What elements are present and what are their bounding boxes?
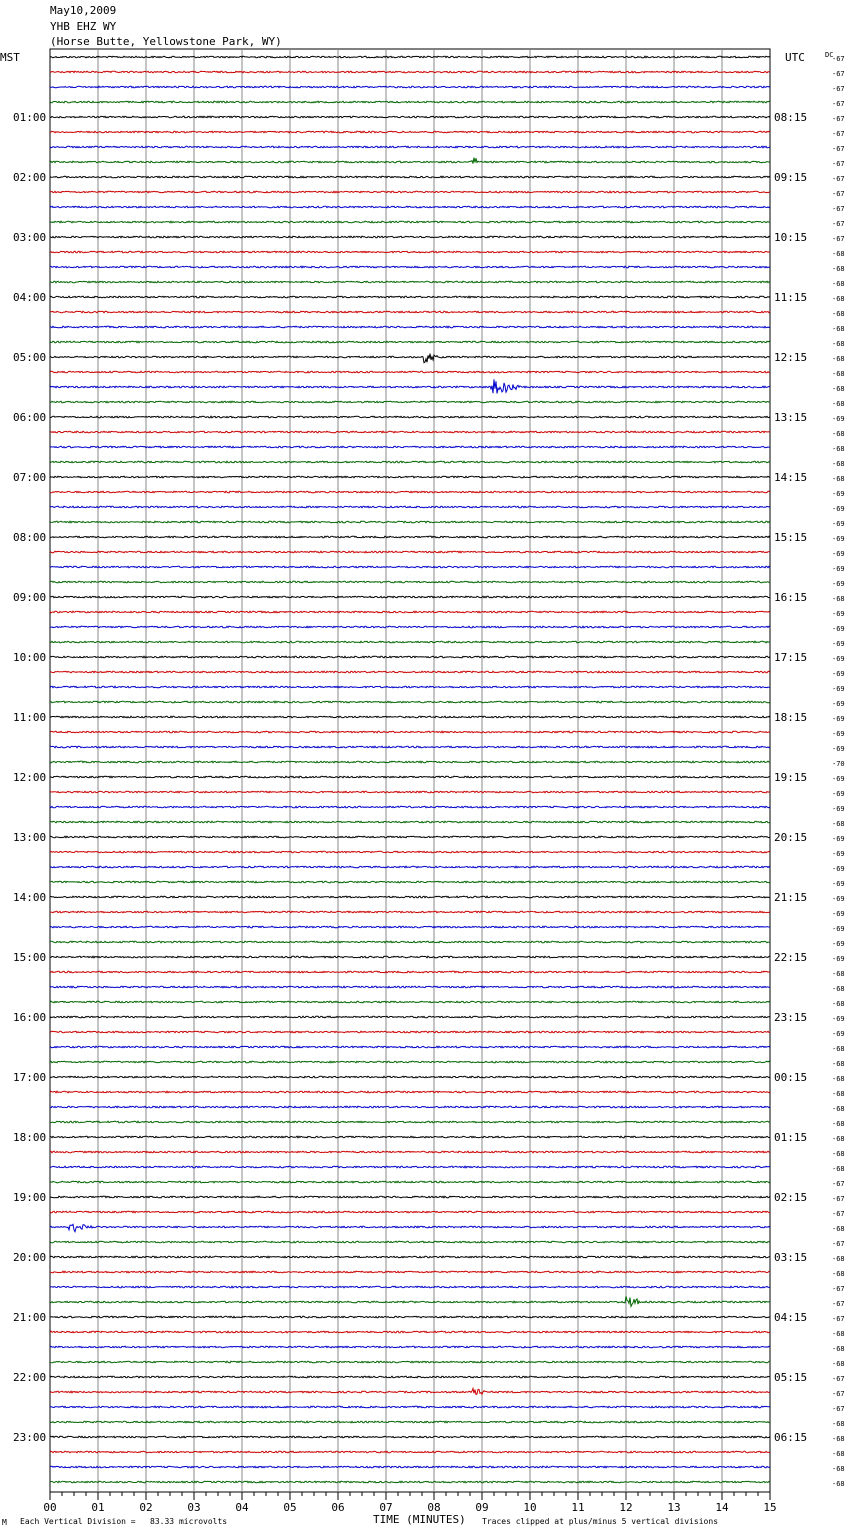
trace-line — [50, 1121, 770, 1123]
dc-offset-label: -69 — [832, 940, 845, 948]
dc-offset-label: -67 — [832, 100, 845, 108]
trace-line — [50, 86, 770, 88]
dc-offset-label: -67 — [832, 1180, 845, 1188]
utc-hour-label: 05:15 — [774, 1371, 808, 1384]
dc-offset-label: -69 — [832, 790, 845, 798]
x-tick-label: 15 — [763, 1501, 777, 1514]
utc-hour-label: 08:15 — [774, 111, 808, 124]
dc-offset-label: -67 — [832, 175, 845, 183]
trace-line — [50, 926, 770, 928]
trace-line — [50, 71, 770, 73]
trace-line — [50, 671, 770, 673]
trace-line — [50, 1151, 770, 1153]
mst-hour-label: 20:00 — [13, 1251, 47, 1264]
trace-line — [50, 1388, 770, 1394]
dc-offset-label: -67 — [832, 1375, 845, 1383]
dc-offset-label: -68 — [832, 1330, 845, 1338]
dc-offset-label: -69 — [832, 955, 845, 963]
mst-hour-label: 22:00 — [13, 1371, 47, 1384]
plot-date: May10,2009 — [50, 4, 117, 17]
dc-offset-label: -68 — [832, 820, 845, 828]
trace-line — [50, 56, 770, 58]
dc-offset-label: -68 — [832, 370, 845, 378]
x-tick-label: 05 — [283, 1501, 297, 1514]
utc-hour-label: 01:15 — [774, 1131, 808, 1144]
vertical-division-note: Each Vertical Division = 83.33 microvolts — [20, 1517, 228, 1526]
dc-offset-label: -68 — [832, 1270, 845, 1278]
dc-offset-label: -67 — [832, 70, 845, 78]
dc-offset-label: -68 — [832, 310, 845, 318]
x-tick-label: 07 — [379, 1501, 393, 1514]
trace-line — [50, 716, 770, 718]
utc-hour-label: 20:15 — [774, 831, 808, 844]
trace-line — [50, 776, 770, 778]
utc-hour-label: 13:15 — [774, 411, 808, 424]
dc-offset-label: -68 — [832, 445, 845, 453]
dc-label: DC — [825, 51, 834, 59]
mst-hour-label: 01:00 — [13, 111, 47, 124]
dc-offset-label: -68 — [832, 1480, 845, 1488]
trace-line — [50, 116, 770, 118]
utc-hour-label: 19:15 — [774, 771, 808, 784]
dc-offset-label: -67 — [832, 115, 845, 123]
dc-offset-label: -68 — [832, 1450, 845, 1458]
trace-line — [50, 1181, 770, 1183]
trace-line — [50, 158, 770, 164]
dc-offset-label: -69 — [832, 535, 845, 543]
dc-offset-label: -67 — [832, 160, 845, 168]
trace-line — [50, 251, 770, 253]
trace-line — [50, 146, 770, 148]
dc-offset-label: -67 — [832, 1300, 845, 1308]
mst-hour-label: 14:00 — [13, 891, 47, 904]
trace-line — [50, 1106, 770, 1108]
dc-offset-label: -69 — [832, 805, 845, 813]
trace-line — [50, 221, 770, 223]
seismogram-traces — [50, 56, 770, 1483]
dc-offset-label: -69 — [832, 865, 845, 873]
trace-line — [50, 1224, 770, 1231]
dc-offset-label: -68 — [832, 1120, 845, 1128]
trace-line — [50, 1316, 770, 1318]
dc-offset-label: -69 — [832, 700, 845, 708]
trace-line — [50, 1451, 770, 1453]
dc-offset-label: -68 — [832, 1105, 845, 1113]
dc-offset-label: -67 — [832, 1195, 845, 1203]
mst-hour-label: 17:00 — [13, 1071, 47, 1084]
mst-hour-label: 21:00 — [13, 1311, 47, 1324]
clip-note: Traces clipped at plus/minus 5 vertical divisions — [482, 1517, 719, 1526]
dc-offset-label: -68 — [832, 1090, 845, 1098]
trace-line — [50, 761, 770, 763]
dc-offset-labels — [832, 55, 845, 1488]
dc-offset-label: -69 — [832, 685, 845, 693]
trace-line — [50, 1346, 770, 1348]
dc-offset-label: -68 — [832, 280, 845, 288]
dc-offset-label: -68 — [832, 430, 845, 438]
x-tick-label: 00 — [43, 1501, 57, 1514]
corner-mark: M — [2, 1518, 7, 1527]
utc-hour-label: 04:15 — [774, 1311, 808, 1324]
dc-offset-label: -67 — [832, 85, 845, 93]
dc-offset-label: -68 — [832, 1360, 845, 1368]
utc-hour-labels — [774, 111, 807, 1444]
trace-line — [50, 821, 770, 823]
dc-offset-label: -69 — [832, 610, 845, 618]
dc-offset-label: -68 — [832, 1435, 845, 1443]
dc-offset-label: -69 — [832, 670, 845, 678]
trace-line — [50, 431, 770, 433]
dc-offset-label: -68 — [832, 1000, 845, 1008]
trace-line — [50, 836, 770, 838]
dc-offset-label: -67 — [832, 130, 845, 138]
trace-line — [50, 1196, 770, 1198]
x-tick-label: 14 — [715, 1501, 729, 1514]
x-tick-label: 02 — [139, 1501, 153, 1514]
dc-offset-label: -68 — [832, 970, 845, 978]
dc-offset-label: -67 — [832, 1285, 845, 1293]
dc-offset-label: -67 — [832, 1390, 845, 1398]
trace-line — [50, 266, 770, 268]
trace-line — [50, 311, 770, 313]
mst-axis-label: MST — [0, 51, 20, 64]
trace-line — [50, 551, 770, 553]
trace-line — [50, 536, 770, 538]
trace-line — [50, 379, 770, 393]
dc-offset-label: -67 — [832, 1210, 845, 1218]
dc-offset-label: -69 — [832, 505, 845, 513]
utc-hour-label: 02:15 — [774, 1191, 808, 1204]
mst-hour-label: 12:00 — [13, 771, 47, 784]
dc-offset-label: -69 — [832, 730, 845, 738]
trace-line — [50, 1091, 770, 1093]
station-code: YHB EHZ WY — [50, 20, 117, 33]
trace-line — [50, 701, 770, 703]
dc-offset-label: -69 — [832, 835, 845, 843]
dc-offset-label: -68 — [832, 475, 845, 483]
dc-offset-label: -68 — [832, 1225, 845, 1233]
x-tick-label: 01 — [91, 1501, 105, 1514]
dc-offset-label: -68 — [832, 1165, 845, 1173]
mst-hour-label: 09:00 — [13, 591, 47, 604]
trace-line — [50, 731, 770, 733]
utc-hour-label: 22:15 — [774, 951, 808, 964]
trace-line — [50, 686, 770, 688]
dc-offset-label: -69 — [832, 520, 845, 528]
time-axis — [43, 1492, 776, 1514]
utc-hour-label: 03:15 — [774, 1251, 808, 1264]
dc-offset-label: -68 — [832, 265, 845, 273]
dc-offset-label: -67 — [832, 235, 845, 243]
dc-offset-label: -69 — [832, 910, 845, 918]
trace-line — [50, 1076, 770, 1078]
dc-offset-label: -68 — [832, 385, 845, 393]
dc-offset-label: -67 — [832, 1405, 845, 1413]
trace-line — [50, 1361, 770, 1363]
trace-line — [50, 416, 770, 418]
trace-line — [50, 1286, 770, 1288]
x-tick-label: 08 — [427, 1501, 441, 1514]
utc-hour-label: 09:15 — [774, 171, 808, 184]
trace-line — [50, 401, 770, 403]
mst-hour-label: 03:00 — [13, 231, 47, 244]
dc-offset-label: -69 — [832, 415, 845, 423]
utc-hour-label: 23:15 — [774, 1011, 808, 1024]
trace-line — [50, 281, 770, 283]
dc-offset-label: -70 — [832, 760, 845, 768]
dc-offset-label: -68 — [832, 325, 845, 333]
trace-line — [50, 1211, 770, 1213]
trace-line — [50, 1271, 770, 1273]
dc-offset-label: -68 — [832, 1075, 845, 1083]
x-tick-label: 09 — [475, 1501, 489, 1514]
utc-hour-label: 21:15 — [774, 891, 808, 904]
dc-offset-label: -68 — [832, 1150, 845, 1158]
dc-offset-label: -68 — [832, 1420, 845, 1428]
trace-line — [50, 956, 770, 958]
utc-hour-label: 00:15 — [774, 1071, 808, 1084]
trace-line — [50, 1376, 770, 1378]
trace-line — [50, 911, 770, 913]
dc-offset-label: -68 — [832, 340, 845, 348]
utc-hour-label: 15:15 — [774, 531, 808, 544]
trace-line — [50, 1136, 770, 1138]
trace-line — [50, 506, 770, 508]
trace-line — [50, 941, 770, 943]
station-location: (Horse Butte, Yellowstone Park, WY) — [50, 35, 282, 48]
trace-line — [50, 521, 770, 523]
trace-line — [50, 1241, 770, 1243]
utc-hour-label: 11:15 — [774, 291, 808, 304]
trace-line — [50, 341, 770, 343]
trace-line — [50, 986, 770, 988]
trace-line — [50, 1436, 770, 1438]
trace-line — [50, 326, 770, 328]
dc-offset-label: -67 — [832, 190, 845, 198]
mst-hour-label: 19:00 — [13, 1191, 47, 1204]
dc-offset-label: -69 — [832, 715, 845, 723]
utc-hour-label: 18:15 — [774, 711, 808, 724]
mst-hour-label: 06:00 — [13, 411, 47, 424]
trace-line — [50, 896, 770, 898]
trace-line — [50, 626, 770, 628]
trace-line — [50, 101, 770, 103]
mst-hour-label: 11:00 — [13, 711, 47, 724]
utc-hour-label: 10:15 — [774, 231, 808, 244]
trace-line — [50, 296, 770, 298]
mst-hour-label: 15:00 — [13, 951, 47, 964]
mst-hour-label: 02:00 — [13, 171, 47, 184]
trace-line — [50, 1421, 770, 1423]
utc-hour-label: 14:15 — [774, 471, 808, 484]
trace-line — [50, 191, 770, 193]
mst-hour-label: 04:00 — [13, 291, 47, 304]
mst-hour-label: 23:00 — [13, 1431, 47, 1444]
x-tick-label: 03 — [187, 1501, 201, 1514]
dc-offset-label: -69 — [832, 580, 845, 588]
dc-offset-label: -69 — [832, 775, 845, 783]
dc-offset-label: -69 — [832, 925, 845, 933]
dc-offset-label: -69 — [832, 1015, 845, 1023]
trace-line — [50, 881, 770, 883]
trace-line — [50, 971, 770, 973]
x-tick-label: 12 — [619, 1501, 633, 1514]
dc-offset-label: -69 — [832, 625, 845, 633]
mst-hour-label: 08:00 — [13, 531, 47, 544]
dc-offset-label: -68 — [832, 460, 845, 468]
x-tick-label: 06 — [331, 1501, 345, 1514]
trace-line — [50, 236, 770, 238]
trace-line — [50, 1016, 770, 1018]
utc-axis-label: UTC — [785, 51, 805, 64]
trace-line — [50, 1466, 770, 1468]
trace-line — [50, 1031, 770, 1033]
dc-offset-label: -67 — [832, 1315, 845, 1323]
dc-offset-label: -68 — [832, 1345, 845, 1353]
trace-line — [50, 1256, 770, 1258]
trace-line — [50, 1046, 770, 1048]
dc-offset-label: -69 — [832, 880, 845, 888]
dc-offset-label: -67 — [832, 220, 845, 228]
minute-gridlines — [50, 49, 770, 1492]
trace-line — [50, 566, 770, 568]
dc-offset-label: -69 — [832, 565, 845, 573]
trace-line — [50, 371, 770, 373]
x-tick-label: 13 — [667, 1501, 681, 1514]
dc-offset-label: -67 — [832, 55, 845, 63]
dc-offset-label: -68 — [832, 295, 845, 303]
mst-hour-label: 13:00 — [13, 831, 47, 844]
trace-line — [50, 1331, 770, 1333]
dc-offset-label: -68 — [832, 595, 845, 603]
mst-hour-label: 07:00 — [13, 471, 47, 484]
trace-line — [50, 851, 770, 853]
trace-line — [50, 1481, 770, 1483]
mst-hour-label: 05:00 — [13, 351, 47, 364]
utc-hour-label: 17:15 — [774, 651, 808, 664]
trace-line — [50, 611, 770, 613]
dc-offset-label: -68 — [832, 1255, 845, 1263]
dc-offset-label: -69 — [832, 490, 845, 498]
dc-offset-label: -68 — [832, 985, 845, 993]
x-axis-title: TIME (MINUTES) — [373, 1513, 466, 1526]
trace-line — [50, 1061, 770, 1063]
utc-hour-label: 16:15 — [774, 591, 808, 604]
dc-offset-label: -69 — [832, 655, 845, 663]
mst-hour-labels — [13, 111, 46, 1444]
trace-line — [50, 791, 770, 793]
trace-line — [50, 176, 770, 178]
trace-line — [50, 491, 770, 493]
trace-line — [50, 461, 770, 463]
dc-offset-label: -67 — [832, 145, 845, 153]
trace-line — [50, 1406, 770, 1408]
trace-line — [50, 476, 770, 478]
trace-line — [50, 206, 770, 208]
dc-offset-label: -69 — [832, 1030, 845, 1038]
dc-offset-label: -68 — [832, 400, 845, 408]
dc-offset-label: -68 — [832, 1045, 845, 1053]
dc-offset-label: -68 — [832, 1135, 845, 1143]
trace-line — [50, 641, 770, 643]
trace-line — [50, 746, 770, 748]
trace-line — [50, 1001, 770, 1003]
dc-offset-label: -69 — [832, 640, 845, 648]
trace-line — [50, 446, 770, 448]
dc-offset-label: -68 — [832, 355, 845, 363]
mst-hour-label: 16:00 — [13, 1011, 47, 1024]
dc-offset-label: -69 — [832, 850, 845, 858]
dc-offset-label: -67 — [832, 1240, 845, 1248]
trace-line — [50, 354, 770, 363]
dc-offset-label: -68 — [832, 1465, 845, 1473]
utc-hour-label: 12:15 — [774, 351, 808, 364]
trace-line — [50, 1166, 770, 1168]
plot-frame — [50, 49, 770, 1492]
trace-line — [50, 1296, 770, 1306]
dc-offset-label: -68 — [832, 250, 845, 258]
dc-offset-label: -67 — [832, 205, 845, 213]
trace-line — [50, 866, 770, 868]
trace-line — [50, 656, 770, 658]
trace-line — [50, 596, 770, 598]
utc-hour-label: 06:15 — [774, 1431, 808, 1444]
x-tick-label: 11 — [571, 1501, 585, 1514]
x-tick-label: 04 — [235, 1501, 249, 1514]
x-tick-label: 10 — [523, 1501, 537, 1514]
trace-line — [50, 806, 770, 808]
trace-line — [50, 131, 770, 133]
dc-offset-label: -69 — [832, 550, 845, 558]
dc-offset-label: -69 — [832, 895, 845, 903]
mst-hour-label: 10:00 — [13, 651, 47, 664]
dc-offset-label: -69 — [832, 745, 845, 753]
dc-offset-label: -68 — [832, 1060, 845, 1068]
mst-hour-label: 18:00 — [13, 1131, 47, 1144]
trace-line — [50, 581, 770, 583]
